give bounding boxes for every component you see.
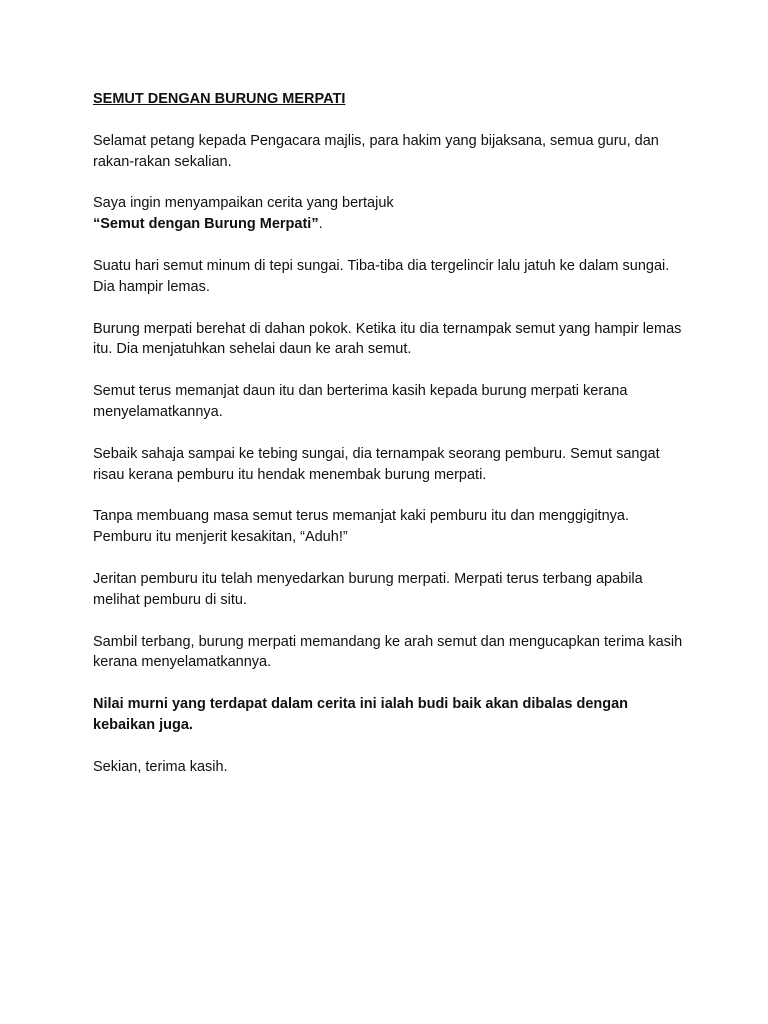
story-paragraph: Burung merpati berehat di dahan pokok. Ketika itu dia ternampak semut yang hampir lemas itu. Dia menjatuhkan sehelai daun ke arah semut. [93, 320, 682, 358]
story-title: “Semut dengan Burung Merpati” [93, 216, 319, 233]
story-paragraph: Tanpa membuang masa semut terus memanjat kaki pemburu itu dan menggigitnya. Pemburu itu menjerit kesakitan, “Aduh!” [93, 508, 629, 546]
closing-line: Sekian, terima kasih. [93, 758, 228, 775]
intro-paragraph [93, 193, 683, 235]
greeting-paragraph: Selamat petang kepada Pengacara majlis, para hakim yang bijaksana, semua guru, dan rakan-rakan sekalian. [93, 132, 659, 170]
story-paragraph: Sebaik sahaja sampai ke tebing sungai, dia ternampak seorang pemburu. Semut sangat risau kerana pemburu itu hendak menembak burung merpati. [93, 445, 660, 483]
story-title-suffix: . [318, 216, 323, 233]
document-title: SEMUT DENGAN BURUNG MERPATI [93, 91, 346, 107]
story-paragraph: Jeritan pemburu itu telah menyedarkan burung merpati. Merpati terus terbang apabila melihat pemburu di situ. [93, 570, 643, 608]
story-paragraph: Semut terus memanjat daun itu dan berterima kasih kepada burung merpati kerana menyelamatkannya. [93, 383, 628, 420]
intro-line: Saya ingin menyampaikan cerita yang bertajuk [93, 195, 394, 212]
document-body [93, 89, 683, 778]
story-paragraph: Sambil terbang, burung merpati memandang ke arah semut dan mengucapkan terima kasih kerana menyelamatkannya. [93, 633, 683, 671]
story-paragraph: Suatu hari semut minum di tepi sungai. Tiba-tiba dia tergelincir lalu jatuh ke dalam sungai. Dia hampir lemas. [93, 257, 670, 295]
moral-paragraph: Nilai murni yang terdapat dalam cerita ini ialah budi baik akan dibalas dengan kebaikan juga. [93, 696, 629, 733]
